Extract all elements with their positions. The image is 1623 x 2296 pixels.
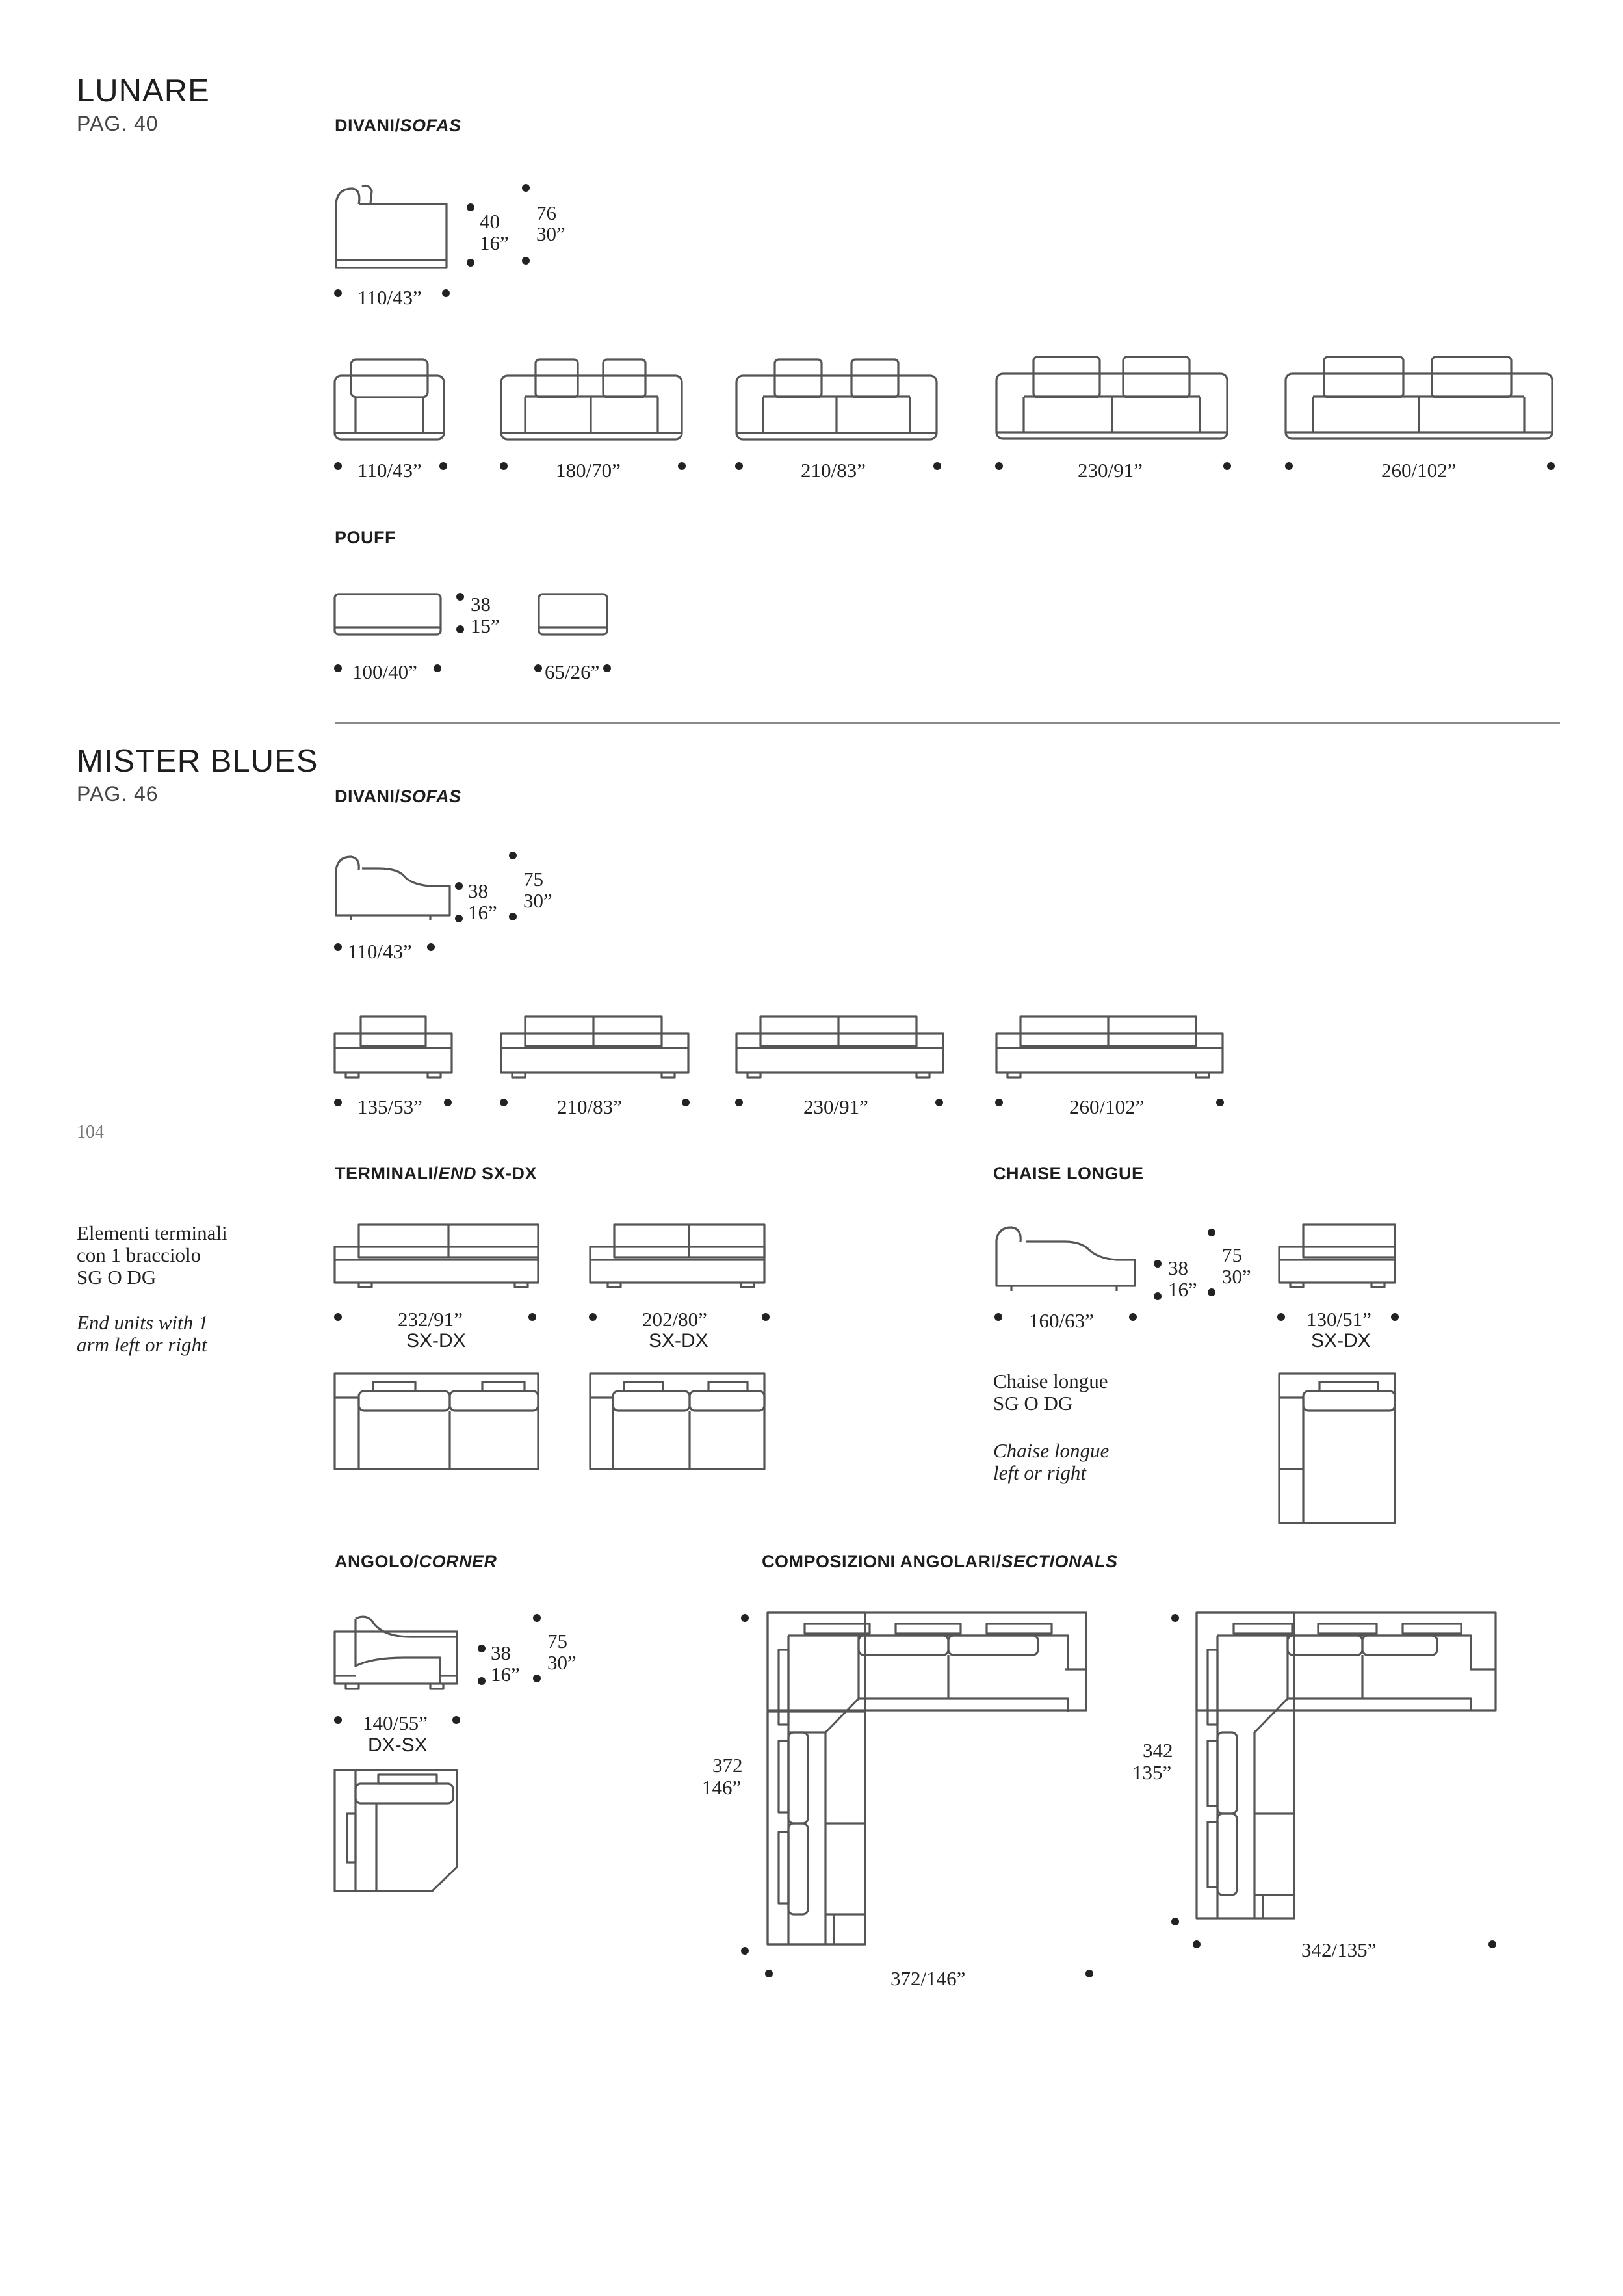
dimension-marker bbox=[1154, 1260, 1162, 1268]
sectional-372-drawing bbox=[766, 1611, 1091, 1949]
mister-blues-armchair-drawing bbox=[333, 1014, 456, 1082]
chaise-height-in: 30” bbox=[1222, 1265, 1251, 1288]
corner-width: 140/55” bbox=[363, 1712, 428, 1734]
dimension-marker bbox=[589, 1313, 597, 1321]
mister-blues-sofas-heading: DIVANI/SOFAS bbox=[335, 787, 461, 806]
mister-blues-sofa-260-drawing bbox=[994, 1014, 1228, 1082]
lunare-width-3: 210/83” bbox=[801, 459, 866, 482]
mister-blues-width-1: 135/53” bbox=[357, 1095, 422, 1118]
dimension-marker bbox=[444, 1099, 452, 1106]
end-unit-202-front-drawing bbox=[588, 1222, 770, 1294]
lunare-sofa-260-drawing bbox=[1284, 354, 1557, 444]
end-unit-2-side: SX-DX bbox=[649, 1330, 708, 1351]
dimension-marker bbox=[1547, 462, 1555, 470]
dimension-marker bbox=[741, 1947, 749, 1955]
dimension-marker bbox=[533, 1675, 541, 1682]
dimension-marker bbox=[334, 943, 342, 951]
dimension-marker bbox=[439, 462, 447, 470]
corner-top-drawing bbox=[333, 1768, 463, 1895]
dimension-marker bbox=[1277, 1313, 1285, 1321]
dimension-marker bbox=[528, 1313, 536, 1321]
dimension-marker bbox=[500, 1099, 508, 1106]
lunare-width-5: 260/102” bbox=[1381, 459, 1457, 482]
dimension-marker bbox=[935, 1099, 943, 1106]
dimension-marker bbox=[762, 1313, 770, 1321]
lunare-width-1: 110/43” bbox=[357, 459, 422, 482]
dimension-marker bbox=[509, 852, 517, 859]
sectionals-heading: COMPOSIZIONI ANGOLARI/SECTIONALS bbox=[762, 1552, 1118, 1571]
dimension-marker bbox=[522, 184, 530, 192]
dimension-marker bbox=[534, 664, 542, 672]
chaise-height-cm: 75 bbox=[1222, 1244, 1242, 1266]
chaise-side-drawing bbox=[993, 1221, 1143, 1296]
dimension-marker bbox=[467, 259, 474, 267]
mister-blues-sofa-230-drawing bbox=[734, 1014, 949, 1082]
lunare-seat-height-in: 16” bbox=[480, 231, 509, 254]
mister-blues-width-4: 260/102” bbox=[1069, 1095, 1145, 1118]
dimension-marker bbox=[1171, 1918, 1179, 1925]
chaise-width: 130/51” bbox=[1306, 1308, 1371, 1331]
mister-blues-seat-height-cm: 38 bbox=[468, 880, 488, 902]
dimension-marker bbox=[1193, 1940, 1201, 1948]
corner-seat-height-in: 16” bbox=[491, 1663, 520, 1686]
lunare-sofa-180-drawing bbox=[499, 356, 688, 444]
dimension-marker bbox=[455, 915, 463, 922]
dimension-marker bbox=[533, 1614, 541, 1622]
sectional-1-side-cm: 372 bbox=[712, 1754, 743, 1777]
end-unit-232-front-drawing bbox=[333, 1222, 544, 1294]
lunare-pouff-large-drawing bbox=[333, 592, 447, 640]
dimension-marker bbox=[994, 1313, 1002, 1321]
corner-height-in: 30” bbox=[547, 1651, 577, 1674]
sectional-2-width: 342/135” bbox=[1301, 1938, 1377, 1961]
dimension-marker bbox=[522, 257, 530, 265]
dimension-marker bbox=[455, 882, 463, 890]
mister-blues-seat-height-in: 16” bbox=[468, 901, 497, 924]
dimension-marker bbox=[933, 462, 941, 470]
dimension-marker bbox=[741, 1614, 749, 1622]
sectional-2-side-in: 135” bbox=[1132, 1761, 1172, 1784]
dimension-marker bbox=[735, 1099, 743, 1106]
end-unit-232-top-drawing bbox=[333, 1372, 544, 1472]
dimension-marker bbox=[334, 1716, 342, 1724]
dimension-marker bbox=[478, 1645, 486, 1652]
end-unit-2-width: 202/80” bbox=[642, 1308, 707, 1331]
dimension-marker bbox=[500, 462, 508, 470]
section-divider bbox=[335, 722, 1560, 724]
dimension-marker bbox=[467, 203, 474, 211]
dimension-marker bbox=[765, 1970, 773, 1977]
lunare-width-4: 230/91” bbox=[1078, 459, 1143, 482]
chaise-top-drawing bbox=[1277, 1372, 1401, 1528]
end-unit-202-top-drawing bbox=[588, 1372, 770, 1472]
sectional-1-width: 372/146” bbox=[890, 1967, 966, 1990]
chaise-note-it: Chaise longue SG O DG bbox=[993, 1370, 1108, 1415]
lunare-pouff-width-1: 100/40” bbox=[352, 660, 417, 683]
chaise-longue-heading: CHAISE LONGUE bbox=[993, 1164, 1144, 1183]
end-unit-1-side: SX-DX bbox=[406, 1330, 466, 1351]
corner-side-drawing bbox=[333, 1611, 463, 1695]
mister-blues-sofa-210-drawing bbox=[499, 1014, 694, 1082]
dimension-marker bbox=[1285, 462, 1293, 470]
dimension-marker bbox=[452, 1716, 460, 1724]
mister-blues-width-2: 210/83” bbox=[557, 1095, 622, 1118]
dimension-marker bbox=[1154, 1292, 1162, 1300]
sectional-1-side-in: 146” bbox=[702, 1776, 742, 1799]
dimension-marker bbox=[678, 462, 686, 470]
dimension-marker bbox=[334, 1099, 342, 1106]
end-units-heading: TERMINALI/END SX-DX bbox=[335, 1164, 538, 1183]
chaise-side: SX-DX bbox=[1311, 1330, 1371, 1351]
lunare-sofa-210-drawing bbox=[734, 356, 942, 444]
dimension-marker bbox=[334, 1313, 342, 1321]
dimension-marker bbox=[334, 664, 342, 672]
mister-blues-page-ref: PAG. 46 bbox=[77, 782, 159, 805]
dimension-marker bbox=[1208, 1229, 1215, 1236]
dimension-marker bbox=[995, 462, 1003, 470]
lunare-sofas-heading: DIVANI/SOFAS bbox=[335, 116, 461, 135]
lunare-pouff-height-in: 15” bbox=[471, 614, 500, 637]
dimension-marker bbox=[456, 625, 464, 633]
end-unit-1-width: 232/91” bbox=[398, 1308, 463, 1331]
page-number: 104 bbox=[77, 1122, 104, 1142]
dimension-marker bbox=[509, 913, 517, 920]
lunare-page-ref: PAG. 40 bbox=[77, 112, 159, 135]
dimension-marker bbox=[735, 462, 743, 470]
dimension-marker bbox=[1488, 1940, 1496, 1948]
dimension-marker bbox=[1216, 1099, 1224, 1106]
chaise-note-en: Chaise longue left or right bbox=[993, 1439, 1110, 1484]
corner-side: DX-SX bbox=[368, 1734, 428, 1756]
corner-heading: ANGOLO/CORNER bbox=[335, 1552, 497, 1571]
sectional-342-drawing bbox=[1195, 1611, 1500, 1923]
dimension-marker bbox=[478, 1677, 486, 1685]
dimension-marker bbox=[1129, 1313, 1137, 1321]
mister-blues-height-in: 30” bbox=[523, 889, 552, 912]
end-units-note-en: End units with 1 arm left or right bbox=[77, 1311, 209, 1356]
lunare-width-2: 180/70” bbox=[556, 459, 621, 482]
dimension-marker bbox=[1391, 1313, 1399, 1321]
dimension-marker bbox=[456, 593, 464, 601]
lunare-height-in: 30” bbox=[536, 222, 565, 245]
dimension-marker bbox=[334, 462, 342, 470]
sectional-2-side-cm: 342 bbox=[1143, 1739, 1173, 1762]
lunare-depth: 110/43” bbox=[357, 286, 422, 309]
mister-blues-side-drawing bbox=[333, 850, 456, 925]
dimension-marker bbox=[1085, 1970, 1093, 1977]
lunare-pouff-small-drawing bbox=[537, 592, 612, 640]
chaise-depth: 160/63” bbox=[1029, 1309, 1094, 1332]
dimension-marker bbox=[442, 289, 450, 297]
lunare-pouff-height-cm: 38 bbox=[471, 593, 491, 616]
lunare-pouff-width-2: 65/26” bbox=[545, 660, 600, 683]
dimension-marker bbox=[603, 664, 611, 672]
dimension-marker bbox=[995, 1099, 1003, 1106]
dimension-marker bbox=[334, 289, 342, 297]
lunare-height-cm: 76 bbox=[536, 202, 556, 224]
chaise-seat-height-cm: 38 bbox=[1168, 1257, 1188, 1279]
chaise-front-drawing bbox=[1277, 1222, 1401, 1294]
corner-seat-height-cm: 38 bbox=[491, 1641, 511, 1664]
lunare-side-drawing bbox=[333, 183, 456, 271]
dimension-marker bbox=[1223, 462, 1231, 470]
lunare-armchair-drawing bbox=[333, 356, 450, 444]
chaise-seat-height-in: 16” bbox=[1168, 1278, 1197, 1301]
lunare-title: LUNARE bbox=[77, 73, 210, 109]
dimension-marker bbox=[1208, 1288, 1215, 1296]
end-units-note-it: Elementi terminali con 1 bracciolo SG O DG bbox=[77, 1221, 227, 1288]
lunare-sofa-230-drawing bbox=[994, 354, 1232, 444]
lunare-pouff-heading: POUFF bbox=[335, 528, 396, 547]
lunare-seat-height-cm: 40 bbox=[480, 210, 500, 233]
dimension-marker bbox=[1171, 1614, 1179, 1622]
dimension-marker bbox=[434, 664, 441, 672]
mister-blues-width-3: 230/91” bbox=[803, 1095, 868, 1118]
corner-height-cm: 75 bbox=[547, 1630, 567, 1652]
mister-blues-height-cm: 75 bbox=[523, 868, 543, 891]
dimension-marker bbox=[682, 1099, 690, 1106]
dimension-marker bbox=[427, 943, 435, 951]
mister-blues-title: MISTER BLUES bbox=[77, 744, 318, 779]
mister-blues-depth: 110/43” bbox=[348, 940, 412, 963]
